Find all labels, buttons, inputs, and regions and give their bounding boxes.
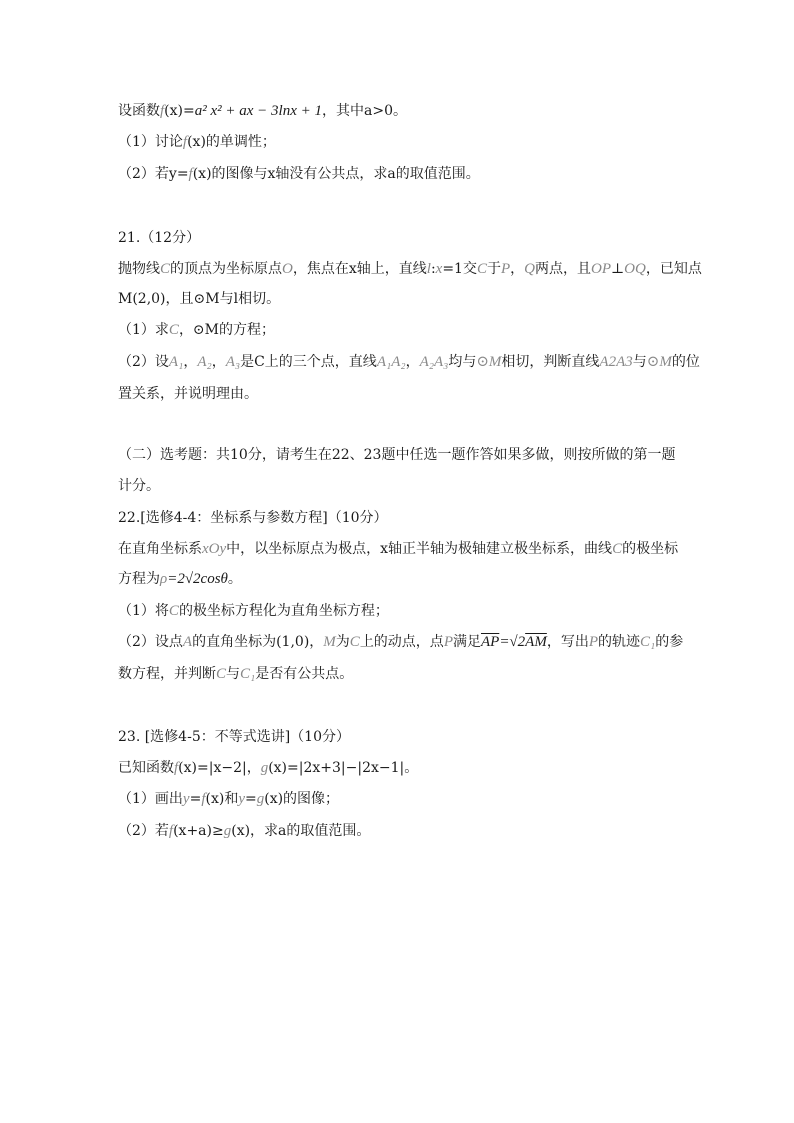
problem-22-header: 22.[选修4-4：坐标系与参数方程]（10分）	[118, 510, 388, 526]
problem-22-line-2: 方程为ρ=2√2cosθ。	[118, 571, 242, 587]
problem-22-line-1: 在直角坐标系xOy中，以坐标原点为极点，x轴正半轴为极轴建立极坐标系，曲线C的极坐标	[118, 541, 679, 557]
problem-22-part-2-cont: 数方程，并判断C与C₁是否有公共点。	[118, 666, 354, 682]
problem-20-part-2: （2）若y=f(x)的图像与x轴没有公共点，求a的取值范围。	[118, 166, 480, 182]
optional-section-instructions: （二）选考题：共10分，请考生在22、23题中任选一题作答如果多做，则按所做的第一题	[118, 447, 676, 463]
problem-21-part-1: （1）求C，⊙M的方程；	[118, 322, 276, 338]
optional-section-instructions-cont: 计分。	[118, 478, 160, 494]
problem-20-part-1: （1）讨论f(x)的单调性；	[118, 134, 276, 150]
problem-22-part-2: （2）设点A的直角坐标为(1,0)，M为C上的动点，点P满足$\overline{AP}=√2\overline{AM}$，写出P的轨迹C₁的参	[118, 634, 684, 650]
problem-20-intro: 设函数f(x)=a² x² + ax − 3lnx + 1，其中a>0。	[118, 103, 407, 119]
problem-23-part-1: （1）画出y=f(x)和y=g(x)的图像；	[118, 791, 340, 807]
problem-21-part-2-cont: 置关系，并说明理由。	[118, 386, 258, 402]
problem-21-part-2: （2）设A₁，A₂，A₃是C上的三个点，直线A₁A₂，A₂A₃均与⊙M相切，判断直线A2A3与⊙M的位	[118, 354, 700, 370]
problem-21-header: 21.（12分）	[118, 230, 201, 246]
problem-22-part-1: （1）将C的极坐标方程化为直角坐标方程；	[118, 603, 389, 619]
problem-21-line-2: M(2,0)，且⊙M与l相切。	[118, 291, 281, 307]
problem-23-part-2: （2）若f(x+a)≥g(x)，求a的取值范围。	[118, 823, 371, 839]
problem-23-line-1: 已知函数f(x)=|x−2|，g(x)=|2x+3|−|2x−1|。	[118, 760, 419, 776]
problem-21-line-1: 抛物线C的顶点为坐标原点O，焦点在x轴上，直线l:x=1交C于P，Q两点，且OP⊥OQ，已知点	[118, 261, 702, 277]
problem-23-header: 23. [选修4-5：不等式选讲]（10分）	[118, 729, 350, 745]
